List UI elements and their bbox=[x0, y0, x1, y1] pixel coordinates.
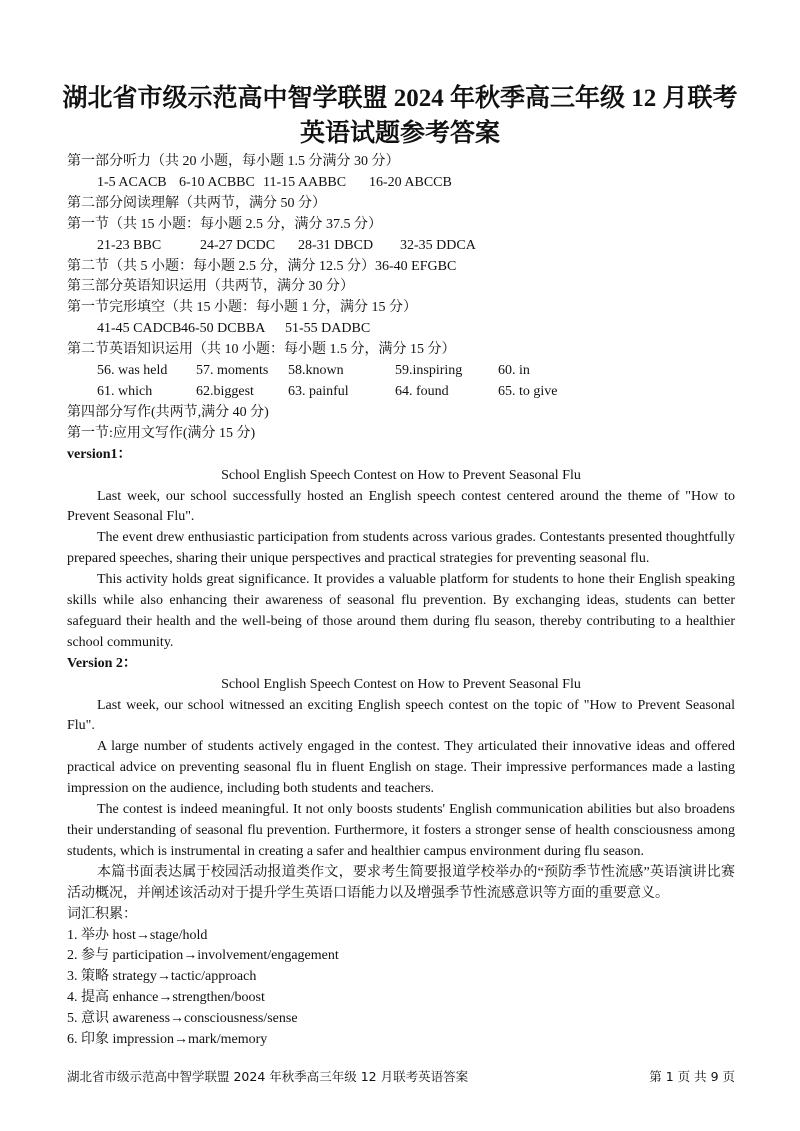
part2-sec1-answers: 21-23 BBC 24-27 DCDC 28-31 DBCD 32-35 DDCA bbox=[97, 237, 476, 253]
version2-paragraph: Last week, our school witnessed an exciting English speech contest on the topic of "How to Prevent Seasonal Flu". bbox=[67, 697, 735, 734]
part3-sec2-row1: 56. was held 57. moments 58.known 59.inspiring 60. in bbox=[97, 363, 530, 379]
footer-title: 湖北省市级示范高中智学联盟 2024 年秋季高三年级 12 月联考英语答案 bbox=[67, 1069, 469, 1084]
vocab-item: 1. 举办 host→stage/hold bbox=[67, 927, 208, 943]
version2-title: School English Speech Contest on How to Prevent Seasonal Flu bbox=[221, 676, 581, 692]
part2-heading: 第二部分阅读理解（共两节，满分 50 分） bbox=[67, 195, 326, 211]
part3-sec2-heading: 第二节英语知识运用（共 10 小题：每小题 1.5 分，满分 15 分） bbox=[67, 342, 456, 358]
part1-answers: 1-5 ACACB 6-10 ACBBC 11-15 AABBC 16-20 ABCCB bbox=[97, 174, 452, 190]
vocab-heading: 词汇积累： bbox=[67, 906, 137, 922]
version1-paragraph: The event drew enthusiastic participation from students across various grades. Contestants presented thoughtfully prepared speeches, sharing their unique perspectives and practical strategies for preventing seasonal flu. bbox=[67, 530, 735, 567]
part4-sec1-heading: 第一节:应用文写作(满分 15 分) bbox=[67, 425, 256, 441]
version2-paragraph: A large number of students actively engaged in the contest. They articulated their innovative ideas and offered practical advice on preventing seasonal flu in fluent English on stage. Their impressive performances made a lasting impression on the audience, including both students and teachers. bbox=[67, 739, 735, 797]
page-number: 第 1 页 共 9 页 bbox=[649, 1069, 735, 1084]
part4-heading: 第四部分写作(共两节,满分 40 分) bbox=[67, 404, 269, 420]
part3-sec1-answers: 41-45 CADCB46-50 DCBBA 51-55 DADBC bbox=[97, 321, 371, 337]
version2-paragraph: The contest is indeed meaningful. It not only boosts students' English communication abilities but also broadens their understanding of seasonal flu prevention. Furthermore, it fosters a stronger sense of health consciousness among students, which is instrumental in creating a safer and healthier campus environment during flu season. bbox=[67, 802, 735, 859]
version1-paragraph: Last week, our school successfully hosted an English speech contest centered around the theme of "How to Prevent Seasonal Flu". bbox=[67, 488, 735, 525]
document-body bbox=[67, 152, 735, 1051]
vocab-item: 4. 提高 enhance→strengthen/boost bbox=[67, 990, 265, 1006]
vocab-item: 6. 印象 impression→mark/memory bbox=[67, 1032, 268, 1048]
document-subtitle: 英语试题参考答案 bbox=[299, 120, 500, 147]
part3-sec1-heading: 第一节完形填空（共 15 小题：每小题 1 分，满分 15 分） bbox=[67, 300, 417, 316]
analysis-paragraph: 本篇书面表达属于校园活动报道类作文，要求考生简要报道学校举办的“预防季节性流感”英语演讲比赛活动概况，并阐述该活动对于提升学生英语口语能力以及增强季节性流感意识等方面的重要意义。 bbox=[67, 864, 735, 901]
vocab-item: 5. 意识 awareness→consciousness/sense bbox=[67, 1011, 298, 1027]
part3-sec2-row2: 61. which 62.biggest 63. painful 64. found 65. to give bbox=[97, 383, 558, 399]
page-footer bbox=[67, 1067, 735, 1085]
part2-sec1-heading: 第一节（共 15 小题：每小题 2.5 分，满分 37.5 分） bbox=[67, 216, 382, 232]
version1-label: version1： bbox=[67, 446, 132, 462]
vocab-item: 3. 策略 strategy→tactic/approach bbox=[67, 969, 257, 985]
vocab-item: 2. 参与 participation→involvement/engagement bbox=[67, 948, 339, 964]
part1-heading: 第一部分听力（共 20 小题，每小题 1.5 分满分 30 分） bbox=[67, 154, 400, 169]
part3-heading: 第三部分英语知识运用（共两节，满分 30 分） bbox=[67, 279, 354, 295]
document-title: 湖北省市级示范高中智学联盟 2024 年秋季高三年级 12 月联考 bbox=[62, 85, 738, 112]
version1-paragraph: This activity holds great significance. It provides a valuable platform for students to hone their English speaking skills while also enhancing their awareness of seasonal flu prevention. By exchanging ideas, students can better safeguard their health and the well-being of those around them during flu season, thereby contributing to a healthier school community. bbox=[67, 572, 735, 650]
part2-sec2-heading: 第二节（共 5 小题：每小题 2.5 分，满分 12.5 分）36-40 EFGBC bbox=[67, 258, 457, 274]
version2-label: Version 2： bbox=[67, 655, 137, 671]
version1-title: School English Speech Contest on How to Prevent Seasonal Flu bbox=[221, 467, 581, 483]
